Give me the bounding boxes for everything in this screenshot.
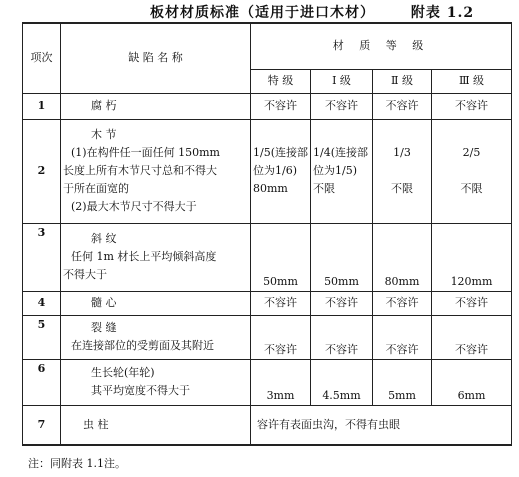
value-top: 1/4(连接部位为1/5) [313, 146, 368, 177]
defect-cell [61, 359, 251, 405]
value-cell: 不容许 [373, 315, 432, 359]
row-number: 7 [23, 405, 61, 445]
value-cell: 不容许 [311, 315, 373, 359]
value-cell [251, 119, 311, 223]
footnote: 注：同附表 1.1注。 [28, 457, 126, 470]
defect-name: 腐 朽 [91, 99, 117, 112]
header-defect-name: 缺 陷 名 称 [61, 23, 251, 93]
defect-cell [61, 93, 251, 119]
defect-line: 其平均宽度不得大于 [91, 384, 190, 397]
table-row [23, 359, 512, 405]
value-cell [432, 119, 512, 223]
value-cell: 不容许 [373, 291, 432, 315]
row-number: 3 [23, 223, 61, 291]
value-cell: 不容许 [432, 291, 512, 315]
defect-cell [61, 119, 251, 223]
defect-name: 木 节 [91, 128, 117, 141]
defect-name: 生长轮(年轮) [91, 366, 155, 379]
value-bottom: 不限 [391, 182, 413, 195]
row-number: 1 [23, 93, 61, 119]
value-cell: 80mm [373, 223, 432, 291]
grade-special: 特 级 [251, 69, 311, 93]
grade-2: Ⅱ 级 [373, 69, 432, 93]
document-title [150, 2, 474, 22]
merged-value-cell: 容许有表面虫沟，不得有虫眼 [251, 405, 512, 445]
header-grade: 材 质 等 级 [251, 23, 512, 69]
value-cell: 50mm [311, 223, 373, 291]
defect-cell [61, 223, 251, 291]
value-cell: 6mm [432, 359, 512, 405]
row-number: 4 [23, 291, 61, 315]
table-row [23, 223, 512, 291]
value-cell: 不容许 [251, 93, 311, 119]
row-number: 2 [23, 119, 61, 223]
defect-cell [61, 291, 251, 315]
defect-line: 任何 1m 材长上平均倾斜高度 [71, 250, 217, 263]
value-bottom: 不限 [313, 182, 335, 195]
header-item-no: 项次 [23, 23, 61, 93]
value-cell: 不容许 [311, 93, 373, 119]
value-cell: 不容许 [311, 291, 373, 315]
value-cell [373, 119, 432, 223]
defect-name: 斜 纹 [91, 232, 117, 245]
value-top: 1/3 [393, 146, 411, 159]
value-cell: 不容许 [373, 93, 432, 119]
value-cell: 50mm [251, 223, 311, 291]
row-number: 6 [23, 359, 61, 405]
defect-line: 在连接部位的受剪面及其附近 [71, 339, 214, 352]
table-title: 板材材质标准（适用于进口木材） [150, 5, 375, 21]
grade-1: Ⅰ 级 [311, 69, 373, 93]
appendix-label: 附表 1.2 [410, 5, 475, 21]
value-cell [311, 119, 373, 223]
row-number: 5 [23, 315, 61, 359]
value-bottom: 80mm [253, 182, 288, 195]
value-cell: 不容许 [432, 93, 512, 119]
defect-line: 于所在面宽的 [63, 182, 129, 195]
value-cell: 3mm [251, 359, 311, 405]
defect-name: 裂 缝 [91, 321, 117, 334]
table-row [23, 119, 512, 223]
defect-cell [61, 315, 251, 359]
defect-line: (1)在构件任一面任何 150mm [71, 146, 220, 159]
value-top: 2/5 [462, 146, 481, 159]
value-cell: 不容许 [251, 291, 311, 315]
value-cell: 120mm [432, 223, 512, 291]
value-cell: 不容许 [251, 315, 311, 359]
material-grade-table [22, 22, 512, 446]
defect-name: 虫 柱 [83, 417, 109, 431]
value-cell: 不容许 [432, 315, 512, 359]
value-cell: 5mm [373, 359, 432, 405]
defect-name: 髓 心 [91, 296, 117, 309]
defect-line: 长度上所有木节尺寸总和不得大 [63, 164, 217, 177]
defect-line: 不得大于 [63, 268, 107, 281]
table-row [23, 405, 512, 445]
value-cell: 4.5mm [311, 359, 373, 405]
value-top: 1/5(连接部位为1/6) [253, 146, 308, 177]
defect-cell [61, 405, 251, 445]
table-row [23, 315, 512, 359]
defect-line: (2)最大木节尺寸不得大于 [71, 200, 197, 213]
table-row [23, 93, 512, 119]
table-row [23, 291, 512, 315]
value-bottom: 不限 [460, 182, 483, 195]
grade-3: Ⅲ 级 [432, 69, 512, 93]
